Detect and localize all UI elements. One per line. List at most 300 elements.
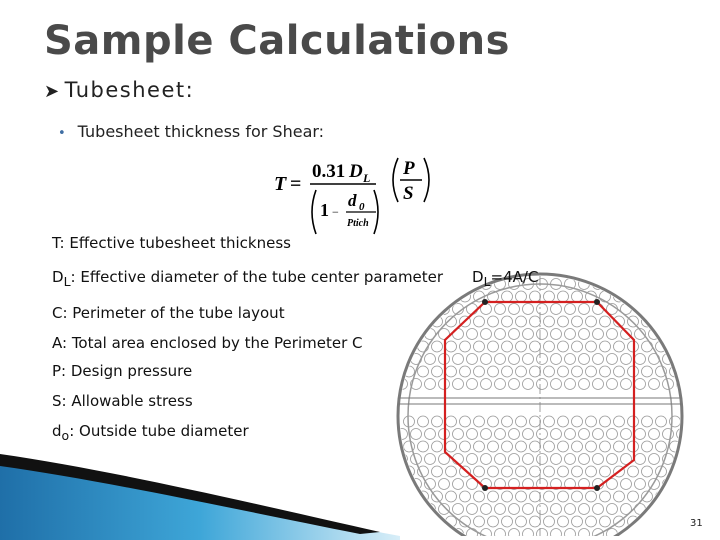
tube-circle (572, 341, 583, 352)
tube-circle (523, 354, 534, 365)
tube-circle (495, 379, 506, 390)
tube-circle (635, 279, 646, 290)
tube-circle (586, 441, 597, 452)
tube-circle (656, 516, 667, 527)
tube-circle (432, 466, 443, 477)
tube-circle (586, 316, 597, 327)
tube-circle (635, 529, 646, 537)
tube-circle (467, 354, 478, 365)
tube-circle (432, 291, 443, 302)
tube-circle (551, 429, 562, 440)
tube-circle (593, 504, 604, 515)
tube-circle (418, 366, 429, 377)
tube-circle (488, 491, 499, 502)
tube-circle (621, 429, 632, 440)
tube-circle (677, 529, 688, 537)
tube-circle (656, 316, 667, 327)
tube-circle (551, 529, 562, 537)
tube-circle (600, 466, 611, 477)
tube-circle (474, 516, 485, 527)
formula-lhs: T (274, 173, 287, 195)
tube-circle (432, 491, 443, 502)
tube-circle (481, 429, 492, 440)
tube-circle (621, 354, 632, 365)
definition-t: T: Effective tubesheet thickness (52, 234, 291, 252)
tube-circle (586, 516, 597, 527)
tube-circle (474, 366, 485, 377)
tube-circle (439, 479, 450, 490)
tube-circle (453, 504, 464, 515)
tube-circle (488, 441, 499, 452)
tube-circle (635, 454, 646, 465)
tube-circle (649, 304, 660, 315)
tube-circle (572, 491, 583, 502)
tube-circle (579, 529, 590, 537)
tube-circle (600, 416, 611, 427)
tube-circle (425, 354, 436, 365)
tube-circle (607, 354, 618, 365)
tube-circle (516, 316, 527, 327)
tube-circle (537, 329, 548, 340)
tube-circle (460, 491, 471, 502)
tube-circle (649, 529, 660, 537)
tube-circle (544, 366, 555, 377)
decorative-swoosh (0, 440, 400, 540)
tube-circle (502, 316, 513, 327)
tube-circle (523, 454, 534, 465)
tube-circle (509, 529, 520, 537)
tube-circle (509, 329, 520, 340)
tube-circle (453, 279, 464, 290)
tube-circle (488, 366, 499, 377)
tube-circle (572, 366, 583, 377)
tube-circle (607, 379, 618, 390)
tube-circle (579, 379, 590, 390)
tube-circle (600, 316, 611, 327)
tube-circle (502, 366, 513, 377)
tube-circle (635, 354, 646, 365)
definition-c: C: Perimeter of the tube layout (52, 304, 285, 322)
tube-circle (642, 291, 653, 302)
tube-circle (572, 466, 583, 477)
tube-circle (495, 304, 506, 315)
tube-circle (488, 341, 499, 352)
tube-circle (579, 329, 590, 340)
tube-circle (446, 416, 457, 427)
dl-equation-sub: L (483, 274, 491, 289)
tube-circle (621, 479, 632, 490)
tube-circle (537, 429, 548, 440)
tube-circle (495, 329, 506, 340)
tube-circle (516, 291, 527, 302)
tube-circle (523, 379, 534, 390)
tube-circle (404, 516, 415, 527)
tube-circle (670, 291, 681, 302)
tube-circle (607, 279, 618, 290)
tube-circle (516, 466, 527, 477)
tube-circle (600, 441, 611, 452)
formula-p: P (403, 158, 415, 179)
tube-circle (586, 366, 597, 377)
tube-circle (572, 416, 583, 427)
tube-circle (502, 341, 513, 352)
tube-circle (642, 366, 653, 377)
tube-circle (530, 466, 541, 477)
tube-circle (516, 516, 527, 527)
tube-circle (544, 441, 555, 452)
tube-circle (509, 454, 520, 465)
formula-num-sub: L (363, 171, 371, 185)
dl-equation-var: D (472, 268, 484, 286)
tube-circle (460, 366, 471, 377)
tube-circle (565, 379, 576, 390)
tube-circle (453, 479, 464, 490)
tube-circle (593, 429, 604, 440)
tube-circle (509, 354, 520, 365)
tube-circle (411, 304, 422, 315)
tube-circle (404, 441, 415, 452)
tube-circle (467, 454, 478, 465)
tube-circle (621, 329, 632, 340)
tube-circle (565, 304, 576, 315)
tube-circle (642, 441, 653, 452)
tube-circle (572, 516, 583, 527)
tube-circle (474, 341, 485, 352)
tube-circle (502, 441, 513, 452)
tube-circle (418, 316, 429, 327)
tube-circle (579, 354, 590, 365)
tube-circle (516, 416, 527, 427)
tube-circle (670, 491, 681, 502)
tube-circle (600, 341, 611, 352)
tube-circle (418, 416, 429, 427)
formula-s: S (403, 183, 414, 204)
tube-circle (425, 429, 436, 440)
tube-circle (544, 516, 555, 527)
tube-circle (614, 416, 625, 427)
tube-circle (425, 379, 436, 390)
tube-circle (677, 354, 688, 365)
tube-circle (439, 529, 450, 537)
arrow-bullet-icon: ➤ (44, 81, 61, 102)
tube-circle (537, 454, 548, 465)
tube-circle (411, 529, 422, 537)
tube-circle (523, 329, 534, 340)
formula-den-var: d (348, 191, 357, 210)
tube-circle (607, 504, 618, 515)
tube-circle (481, 454, 492, 465)
tube-circle (649, 379, 660, 390)
tube-layout-diagram (388, 270, 688, 536)
tube-circle (509, 304, 520, 315)
tube-circle (551, 329, 562, 340)
tube-circle (558, 416, 569, 427)
tube-circle (677, 329, 688, 340)
tube-circle (551, 354, 562, 365)
tube-circle (572, 316, 583, 327)
tube-circle (670, 516, 681, 527)
tube-circle (677, 279, 688, 290)
tube-circle (404, 316, 415, 327)
tube-circle (425, 454, 436, 465)
shear-thickness-formula (270, 150, 440, 240)
tube-circle (509, 379, 520, 390)
tube-circle (523, 429, 534, 440)
tube-circle (446, 441, 457, 452)
tube-circle (488, 316, 499, 327)
tube-circle (614, 341, 625, 352)
formula-num-var: D (349, 161, 363, 182)
tube-circle (495, 429, 506, 440)
tube-circle (579, 304, 590, 315)
tube-circle (460, 441, 471, 452)
tube-circle (565, 354, 576, 365)
tube-circle (677, 454, 688, 465)
tube-circle (509, 504, 520, 515)
tube-circle (502, 291, 513, 302)
tube-circle (467, 329, 478, 340)
tube-circle (558, 491, 569, 502)
tube-circle (411, 429, 422, 440)
tube-circle (530, 441, 541, 452)
tube-circle (467, 379, 478, 390)
tube-circle (537, 379, 548, 390)
tube-circle (495, 454, 506, 465)
tube-circle (453, 379, 464, 390)
tube-circle (635, 429, 646, 440)
tube-circle (649, 454, 660, 465)
tube-circle (397, 329, 408, 340)
tube-circle (425, 304, 436, 315)
formula-den-sub: 0 (359, 201, 365, 213)
tube-circle (656, 291, 667, 302)
tube-circle (572, 441, 583, 452)
tube-circle (579, 454, 590, 465)
definition-dl-var: D (52, 268, 64, 286)
tube-circle (544, 466, 555, 477)
tube-circle (572, 291, 583, 302)
tube-circle (600, 491, 611, 502)
tube-circle (432, 366, 443, 377)
definition-do-var: d (52, 422, 62, 440)
tube-circle (474, 441, 485, 452)
tube-circle (677, 479, 688, 490)
tube-circle (635, 379, 646, 390)
tube-circle (537, 504, 548, 515)
tube-circle (670, 341, 681, 352)
tube-circle (663, 529, 674, 537)
tube-circle (586, 341, 597, 352)
tube-circle (565, 329, 576, 340)
definition-a: A: Total area enclosed by the Perimeter C (52, 334, 363, 352)
tube-circle (530, 516, 541, 527)
tube-circle (551, 379, 562, 390)
tube-circle (474, 316, 485, 327)
bullet-tubesheet (44, 78, 194, 102)
dl-equation-text: =4A/C (490, 268, 539, 286)
tube-circle (628, 291, 639, 302)
tube-circle (446, 291, 457, 302)
tube-circle (488, 516, 499, 527)
tube-circle (502, 416, 513, 427)
tube-circle (663, 304, 674, 315)
tube-circle (453, 354, 464, 365)
tube-circle (628, 466, 639, 477)
definition-do-text: : Outside tube diameter (69, 422, 249, 440)
tube-circle (642, 466, 653, 477)
tube-circle (537, 529, 548, 537)
tube-circle (607, 454, 618, 465)
formula-den-pitch: Ptich (347, 218, 369, 229)
tube-circle (397, 354, 408, 365)
tube-circle (446, 491, 457, 502)
definition-s: S: Allowable stress (52, 392, 193, 410)
tube-circle (579, 429, 590, 440)
tube-circle (397, 304, 408, 315)
dot-bullet-icon: • (58, 126, 66, 141)
tube-circle (607, 429, 618, 440)
tube-circle (558, 316, 569, 327)
tube-circle (649, 279, 660, 290)
bullet-tubesheet-text: Tubesheet: (64, 78, 195, 102)
tube-circle (481, 354, 492, 365)
tube-circle (523, 529, 534, 537)
tube-circle (432, 441, 443, 452)
tube-circle (656, 441, 667, 452)
tube-circle (565, 504, 576, 515)
tube-circle (663, 504, 674, 515)
tube-circle (593, 354, 604, 365)
tube-circle (495, 529, 506, 537)
tube-circle (544, 491, 555, 502)
tube-circle (586, 416, 597, 427)
tube-circle (502, 516, 513, 527)
tube-circle (593, 379, 604, 390)
tube-circle (411, 504, 422, 515)
tube-circle (642, 416, 653, 427)
tube-circle (551, 504, 562, 515)
tube-circle (481, 329, 492, 340)
tube-circle (642, 341, 653, 352)
definition-dl (52, 268, 443, 289)
definition-dl-text: : Effective diameter of the tube center parameter (70, 268, 444, 286)
tube-circle (481, 379, 492, 390)
tube-circle (593, 329, 604, 340)
tube-circle (530, 341, 541, 352)
tube-circle (558, 366, 569, 377)
tube-circle (544, 341, 555, 352)
tube-circle (530, 316, 541, 327)
slide-title: Sample Calculations (44, 18, 510, 64)
tube-circle (551, 454, 562, 465)
tube-circle (495, 354, 506, 365)
tube-circle (460, 341, 471, 352)
formula-num-coef: 0.31 (312, 161, 346, 182)
tube-circle (446, 366, 457, 377)
tube-circle (453, 429, 464, 440)
dl-equation (472, 268, 538, 289)
tube-circle (635, 479, 646, 490)
tube-circle (565, 454, 576, 465)
tube-circle (460, 416, 471, 427)
tube-circle (642, 516, 653, 527)
tube-circle (474, 466, 485, 477)
tube-circle (530, 366, 541, 377)
tube-circle (663, 279, 674, 290)
tube-circle (474, 416, 485, 427)
tube-circle (586, 491, 597, 502)
tube-circle (628, 491, 639, 502)
tube-circle (502, 466, 513, 477)
tube-circle (495, 504, 506, 515)
tube-circle (600, 516, 611, 527)
tube-circle (523, 504, 534, 515)
tube-circle (446, 341, 457, 352)
definition-dl-sub: L (63, 274, 71, 289)
tube-circle (516, 441, 527, 452)
tube-circle (621, 379, 632, 390)
tube-circle (558, 516, 569, 527)
tube-circle (663, 329, 674, 340)
definition-p: P: Design pressure (52, 362, 193, 380)
tube-circle (404, 291, 415, 302)
tube-circle (600, 366, 611, 377)
tube-circle (474, 491, 485, 502)
tube-circle (516, 341, 527, 352)
tube-circle (488, 416, 499, 427)
tube-circle (418, 466, 429, 477)
tube-circle (614, 366, 625, 377)
tube-circle (677, 504, 688, 515)
tube-circle (530, 416, 541, 427)
tube-circle (530, 491, 541, 502)
tube-circle (621, 504, 632, 515)
tube-circle (593, 304, 604, 315)
tube-circle (404, 491, 415, 502)
tube-circle (586, 466, 597, 477)
tube-circle (558, 441, 569, 452)
tube-circle (558, 341, 569, 352)
bullet-thickness-shear (58, 122, 324, 141)
tube-circle (537, 354, 548, 365)
tube-circle (544, 316, 555, 327)
tube-circle (670, 316, 681, 327)
tube-circle (488, 466, 499, 477)
tube-circle (425, 529, 436, 537)
tube-circle (593, 454, 604, 465)
tube-circle (537, 304, 548, 315)
tube-circle (607, 329, 618, 340)
tube-circle (530, 291, 541, 302)
tube-circle (565, 429, 576, 440)
tube-circle (439, 504, 450, 515)
tube-circle (509, 429, 520, 440)
tube-circle (446, 466, 457, 477)
tube-circle (565, 529, 576, 537)
tube-circle (551, 304, 562, 315)
formula-den-one: 1 (320, 200, 329, 220)
tube-circle (516, 491, 527, 502)
tube-circle (432, 416, 443, 427)
tube-circle (614, 491, 625, 502)
tube-circle (523, 304, 534, 315)
tube-circle (656, 416, 667, 427)
tube-circle (579, 504, 590, 515)
tube-circle (558, 466, 569, 477)
tube-circle (418, 291, 429, 302)
definition-do-sub: o (61, 428, 70, 443)
tube-circle (649, 354, 660, 365)
